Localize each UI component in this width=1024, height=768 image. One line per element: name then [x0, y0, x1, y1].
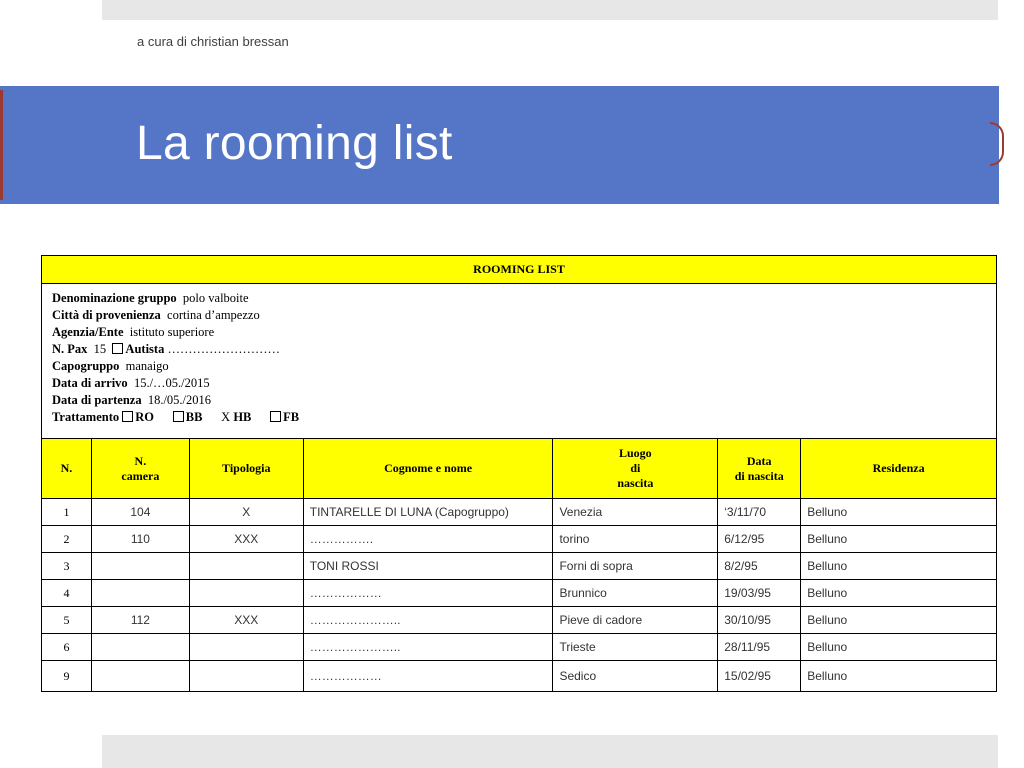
agency-line: Agenzia/Ente istituto superiore	[52, 325, 215, 339]
column-header-row	[42, 439, 997, 499]
cell-type: XXX	[189, 526, 303, 553]
cell-place: Forni di sopra	[553, 553, 718, 580]
col-n: N.	[42, 439, 92, 499]
cell-number: 4	[42, 580, 92, 607]
table-row	[42, 553, 997, 580]
ro-checkbox	[122, 411, 133, 422]
cell-room	[91, 580, 189, 607]
cell-place: Pieve di cadore	[553, 607, 718, 634]
cell-number: 1	[42, 499, 92, 526]
slide-title: La rooming list	[136, 117, 453, 170]
cell-type: XXX	[189, 607, 303, 634]
group-name-line: Denominazione gruppo polo valboite	[52, 291, 249, 305]
cell-residence: Belluno	[801, 553, 997, 580]
cell-number: 2	[42, 526, 92, 553]
author-credit: a cura di christian bressan	[137, 34, 289, 49]
departure-line: Data di partenza 18./05./2016	[52, 393, 212, 407]
cell-name: ………………	[303, 661, 553, 692]
decorative-arc	[990, 122, 1004, 166]
col-name: Cognome e nome	[303, 439, 553, 499]
cell-dob: ‘3/11/70	[718, 499, 801, 526]
arrival-line: Data di arrivo 15./…05./2015	[52, 376, 210, 390]
top-decorative-bar	[102, 0, 998, 20]
cell-room: 112	[91, 607, 189, 634]
cell-number: 3	[42, 553, 92, 580]
cell-number: 9	[42, 661, 92, 692]
hb-mark: X	[221, 410, 231, 424]
cell-room: 104	[91, 499, 189, 526]
cell-dob: 8/2/95	[718, 553, 801, 580]
bottom-decorative-bar	[102, 735, 998, 768]
pax-line: N. Pax 15 Autista ………………………	[52, 342, 280, 356]
cell-residence: Belluno	[801, 607, 997, 634]
group-info	[42, 284, 997, 439]
fb-checkbox	[270, 411, 281, 422]
cell-residence: Belluno	[801, 499, 997, 526]
treatment-line: Trattamento RO BB X HB FB	[52, 410, 300, 424]
table-row	[42, 526, 997, 553]
rooming-list-table	[41, 255, 997, 692]
table-row	[42, 634, 997, 661]
cell-room: 110	[91, 526, 189, 553]
table-body	[42, 499, 997, 692]
col-room: N. camera	[91, 439, 189, 499]
cell-type: X	[189, 499, 303, 526]
cell-type	[189, 661, 303, 692]
cell-place: Venezia	[553, 499, 718, 526]
cell-place: Sedico	[553, 661, 718, 692]
cell-residence: Belluno	[801, 634, 997, 661]
col-type: Tipologia	[189, 439, 303, 499]
cell-number: 5	[42, 607, 92, 634]
cell-dob: 28/11/95	[718, 634, 801, 661]
cell-name: TONI ROSSI	[303, 553, 553, 580]
col-residence: Residenza	[801, 439, 997, 499]
table-header: ROOMING LIST	[42, 256, 997, 284]
cell-room	[91, 634, 189, 661]
cell-number: 6	[42, 634, 92, 661]
cell-dob: 19/03/95	[718, 580, 801, 607]
cell-name: …………….	[303, 526, 553, 553]
cell-place: Brunnico	[553, 580, 718, 607]
cell-place: Trieste	[553, 634, 718, 661]
cell-residence: Belluno	[801, 580, 997, 607]
cell-residence: Belluno	[801, 526, 997, 553]
leader-line: Capogruppo manaigo	[52, 359, 169, 373]
table-row	[42, 580, 997, 607]
cell-type	[189, 580, 303, 607]
driver-checkbox	[112, 343, 123, 354]
cell-dob: 15/02/95	[718, 661, 801, 692]
table-row	[42, 607, 997, 634]
cell-dob: 6/12/95	[718, 526, 801, 553]
cell-name: ………………	[303, 580, 553, 607]
cell-name: TINTARELLE DI LUNA (Capogruppo)	[303, 499, 553, 526]
cell-room	[91, 553, 189, 580]
cell-room	[91, 661, 189, 692]
cell-dob: 30/10/95	[718, 607, 801, 634]
city-line: Città di provenienza cortina d’ampezzo	[52, 308, 260, 322]
cell-residence: Belluno	[801, 661, 997, 692]
bb-checkbox	[173, 411, 184, 422]
cell-type	[189, 553, 303, 580]
cell-name: …………………..	[303, 607, 553, 634]
table-row	[42, 661, 997, 692]
table-row	[42, 499, 997, 526]
title-band-left-edge	[0, 90, 3, 200]
cell-name: …………………..	[303, 634, 553, 661]
cell-type	[189, 634, 303, 661]
cell-place: torino	[553, 526, 718, 553]
col-dob: Data di nascita	[718, 439, 801, 499]
col-place: Luogo di nascita	[553, 439, 718, 499]
